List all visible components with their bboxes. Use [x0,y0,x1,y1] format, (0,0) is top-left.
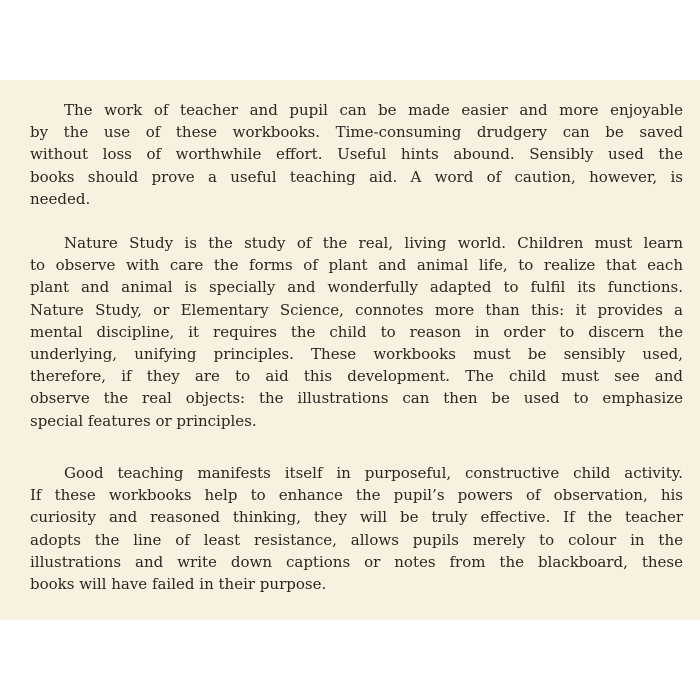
text-line: If these workbooks help to enhance the pupil’s powers of observation, his [30,486,683,505]
text-line: special features or principles. [30,411,257,430]
text-line: The work of teacher and pupil can be made easier and more enjoyable [64,101,683,119]
text-line: curiosity and reasoned thinking, they will be truly effective. If the teacher [30,508,683,527]
text-line: Nature Study is the study of the real, living world. Children must learn [64,234,683,252]
text-line: therefore, if they are to aid this development. The child must see and [30,367,683,386]
text-line: illustrations and write down captions or notes from the blackboard, these [30,552,683,571]
paragraph-good-teaching [30,462,683,595]
text-line: Good teaching manifests itself in purposeful, constructive child activity. [64,464,683,482]
text-line: adopts the line of least resistance, allows pupils merely to colour in the [30,530,683,549]
text-line: observe the real objects: the illustrations can then be used to emphasize [30,389,683,408]
text-line: mental discipline, it requires the child to reason in order to discern the [30,322,683,341]
text-line: needed. [30,189,91,208]
paragraph-workbooks-benefit [30,99,683,210]
text-line: by the use of these workbooks. Time-consuming drudgery can be saved [30,123,683,142]
text-line: underlying, unifying principles. These workbooks must be sensibly used, [30,345,683,364]
text-line: to observe with care the forms of plant and animal life, to realize that each [30,256,683,275]
text-line: books will have failed in their purpose. [30,575,327,594]
text-line: Nature Study, or Elementary Science, connotes more than this: it provides a [30,300,683,319]
scanned-page [0,80,700,620]
text-line: books should prove a useful teaching aid. A word of caution, however, is [30,167,683,186]
paragraph-nature-study [30,232,683,432]
text-line: without loss of worthwhile effort. Useful hints abound. Sensibly used the [30,145,683,164]
text-line: plant and animal is specially and wonderfully adapted to fulfil its functions. [30,278,683,297]
